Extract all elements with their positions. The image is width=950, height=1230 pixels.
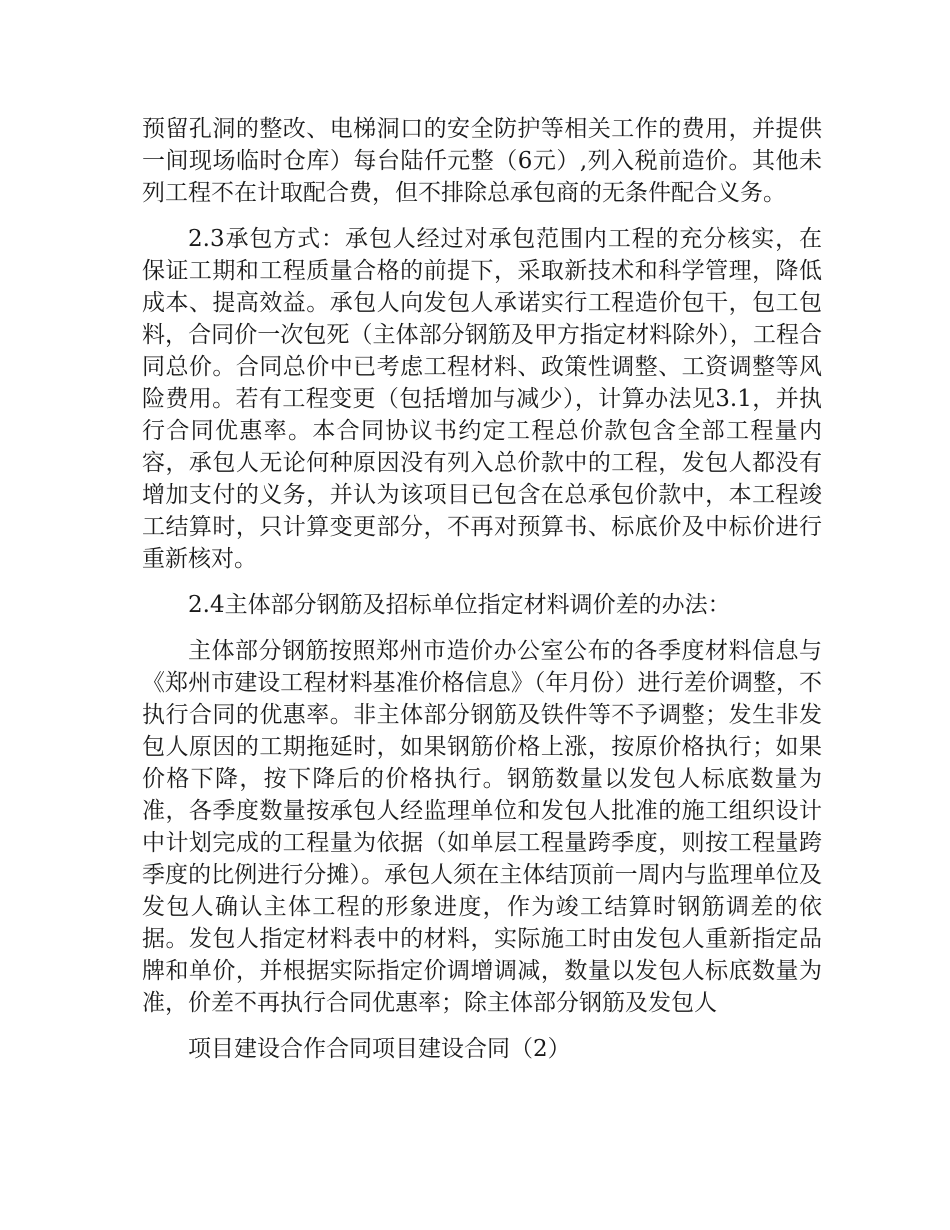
paragraph-2-4-heading: 2.4主体部分钢筋及招标单位指定材料调价差的办法：: [188, 592, 731, 618]
paragraph-continuation: 预留孔洞的整改、电梯洞口的安全防护等相关工作的费用，并提供一间现场临时仓库）每台陆仟元整（6元）,列入税前造价。其他未列工程不在计取配合费，但不排除总承包商的无条件配合义务。: [142, 116, 822, 206]
document-section-title: 项目建设合作合同项目建设合同（2）: [188, 1036, 571, 1062]
paragraph-2-3-contract-method: 2.3承包方式：承包人经过对承包范围内工程的充分核实，在保证工期和工程质量合格的前提下，采取新技术和科学管理，降低成本、提高效益。承包人向发包人承诺实行工程造价包干，包工包料，合同价一次包死（主体部分钢筋及甲方指定材料除外），工程合同总价。合同总价中已考虑工程材料、政策性调整、工资调整等风险费用。若有工程变更（包括增加与减少），计算办法见3.1，并执行合同优惠率。本合同协议书约定工程总价款包含全部工程量内容，承包人无论何种原因没有列入总价款中的工程，发包人都没有增加支付的义务，并认为该项目已包含在总承包价款中，本工程竣工结算时，只计算变更部分，不再对预算书、标底价及中标价进行重新核对。: [142, 226, 822, 572]
paragraph-rebar-price-adjustment: 主体部分钢筋按照郑州市造价办公室公布的各季度材料信息与《郑州市建设工程材料基准价格信息》（年月份）进行差价调整，不执行合同的优惠率。非主体部分钢筋及铁件等不予调整；发生非发包人原因的工期拖延时，如果钢筋价格上涨，按原价格执行；如果价格下降，按下降后的价格执行。钢筋数量以发包人标底数量为准，各季度数量按承包人经监理单位和发包人批准的施工组织设计中计划完成的工程量为依据（如单层工程量跨季度，则按工程量跨季度的比例进行分摊）。承包人须在主体结顶前一周内与监理单位及发包人确认主体工程的形象进度，作为竣工结算时钢筋调差的依据。发包人指定材料表中的材料，实际施工时由发包人重新指定品牌和单价，并根据实际指定价调增调减，数量以发包人标底数量为准，价差不再执行合同优惠率；除主体部分钢筋及发包人: [142, 638, 822, 1016]
document-page: [142, 113, 822, 1079]
